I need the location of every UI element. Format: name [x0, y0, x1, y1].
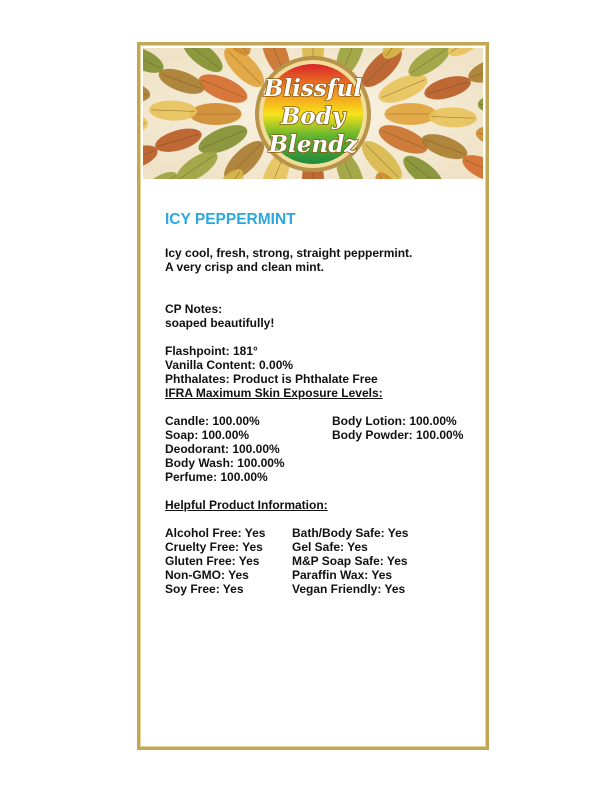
ifra-item: Body Lotion: 100.00% — [332, 414, 457, 428]
autumn-leaves-image — [143, 48, 483, 179]
ifra-item: Soap: 100.00% — [165, 428, 250, 442]
ifra-item: Body Powder: 100.00% — [332, 428, 464, 442]
info-item: Gluten Free: Yes — [165, 554, 260, 568]
product-title: ICY PEPPERMINT — [165, 211, 296, 228]
info-item: M&P Soap Safe: Yes — [292, 554, 408, 568]
helpful-info-heading: Helpful Product Information: — [165, 498, 328, 512]
ifra-heading: IFRA Maximum Skin Exposure Levels: — [165, 386, 383, 400]
ifra-item: Deodorant: 100.00% — [165, 442, 280, 456]
info-item: Soy Free: Yes — [165, 582, 244, 596]
cp-notes-text: soaped beautifully! — [165, 316, 275, 330]
vanilla-content: Vanilla Content: 0.00% — [165, 358, 294, 372]
flashpoint: Flashpoint: 181° — [165, 344, 258, 358]
product-card — [137, 42, 489, 750]
phthalates: Phthalates: Product is Phthalate Free — [165, 372, 378, 386]
helpful-info — [165, 526, 476, 596]
description-line: A very crisp and clean mint. — [165, 260, 324, 274]
ifra-item: Body Wash: 100.00% — [165, 456, 285, 470]
brand-line-3: Blendz — [268, 131, 358, 158]
info-item: Bath/Body Safe: Yes — [292, 526, 409, 540]
description-line: Icy cool, fresh, strong, straight peppermint. — [165, 246, 413, 260]
ifra-item: Perfume: 100.00% — [165, 470, 268, 484]
ifra-levels — [165, 414, 476, 484]
ifra-item: Candle: 100.00% — [165, 414, 260, 428]
info-item: Paraffin Wax: Yes — [292, 568, 393, 582]
info-item: Cruelty Free: Yes — [165, 540, 263, 554]
info-item: Alcohol Free: Yes — [165, 526, 266, 540]
product-details — [165, 211, 476, 596]
brand-line-1: Blissful — [263, 75, 363, 102]
info-item: Non-GMO: Yes — [165, 568, 249, 582]
cp-notes-label: CP Notes: — [165, 302, 223, 316]
info-item: Vegan Friendly: Yes — [292, 582, 406, 596]
brand-banner — [143, 48, 483, 179]
info-item: Gel Safe: Yes — [292, 540, 368, 554]
brand-line-2: Body — [280, 103, 346, 130]
